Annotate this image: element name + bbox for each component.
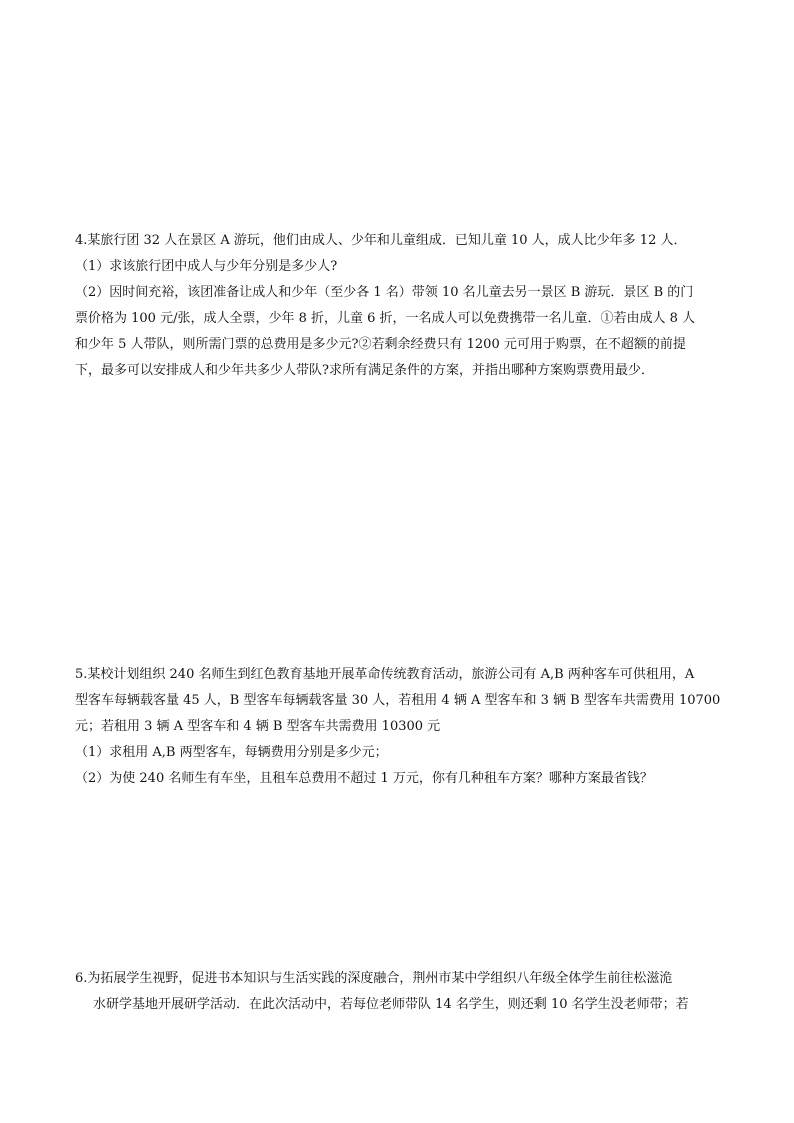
- problem-5-stem-line-3: 元；若租用 3 辆 A 型客车和 4 辆 B 型客车共需费用 10300 元: [75, 719, 441, 734]
- problem-4-part-2-line-2: 票价格为 100 元/张，成人全票，少年 8 折，儿童 6 折，一名成人可以免费携带一名儿童．①若由成人 8 人: [75, 311, 696, 326]
- problem-4-part-1: （1）求该旅行团中成人与少年分别是多少人?: [75, 259, 338, 274]
- problem-5-stem-line-1: 5.某校计划组织 240 名师生到红色教育基地开展革命传统教育活动，旅游公司有 A,B 两种客车可供租用，A: [75, 667, 695, 682]
- problem-5-part-2: （2）为使 240 名师生有车坐，且租车总费用不超过 1 万元，你有几种租车方案？哪种方案最省钱？: [75, 771, 653, 786]
- problem-5-stem-line-2: 型客车每辆载客量 45 人，B 型客车每辆载客量 30 人，若租用 4 辆 A 型客车和 3 辆 B 型客车共需费用 10700: [75, 693, 721, 708]
- problem-4-part-2-line-1: （2）因时间充裕，该团准备让成人和少年（至少各 1 名）带领 10 名儿童去另一景区 B 游玩．景区 B 的门: [75, 285, 694, 300]
- problem-6: [75, 966, 725, 1018]
- problem-4-part-2-line-3: 和少年 5 人带队，则所需门票的总费用是多少元?②若剩余经费只有 1200 元可用于购票，在不超额的前提: [75, 337, 686, 352]
- problem-6-stem-line-2: 水研学基地开展研学活动．在此次活动中，若每位老师带队 14 名学生，则还剩 10 名学生没老师带；若: [93, 997, 689, 1012]
- problem-5: [75, 662, 725, 792]
- problem-4-part-2-line-4: 下，最多可以安排成人和少年共多少人带队?求所有满足条件的方案，并指出哪种方案购票费用最少．: [75, 363, 654, 378]
- problem-5-part-1: （1）求租用 A,B 两型客车，每辆费用分别是多少元；: [75, 745, 388, 760]
- problem-4: [75, 228, 725, 384]
- problem-4-stem: 4.某旅行团 32 人在景区 A 游玩，他们由成人、少年和儿童组成．已知儿童 10 人，成人比少年多 12 人．: [75, 233, 687, 248]
- problem-6-stem-line-1: 6.为拓展学生视野，促进书本知识与生活实践的深度融合，荆州市某中学组织八年级全体学生前往松滋洈: [75, 971, 673, 986]
